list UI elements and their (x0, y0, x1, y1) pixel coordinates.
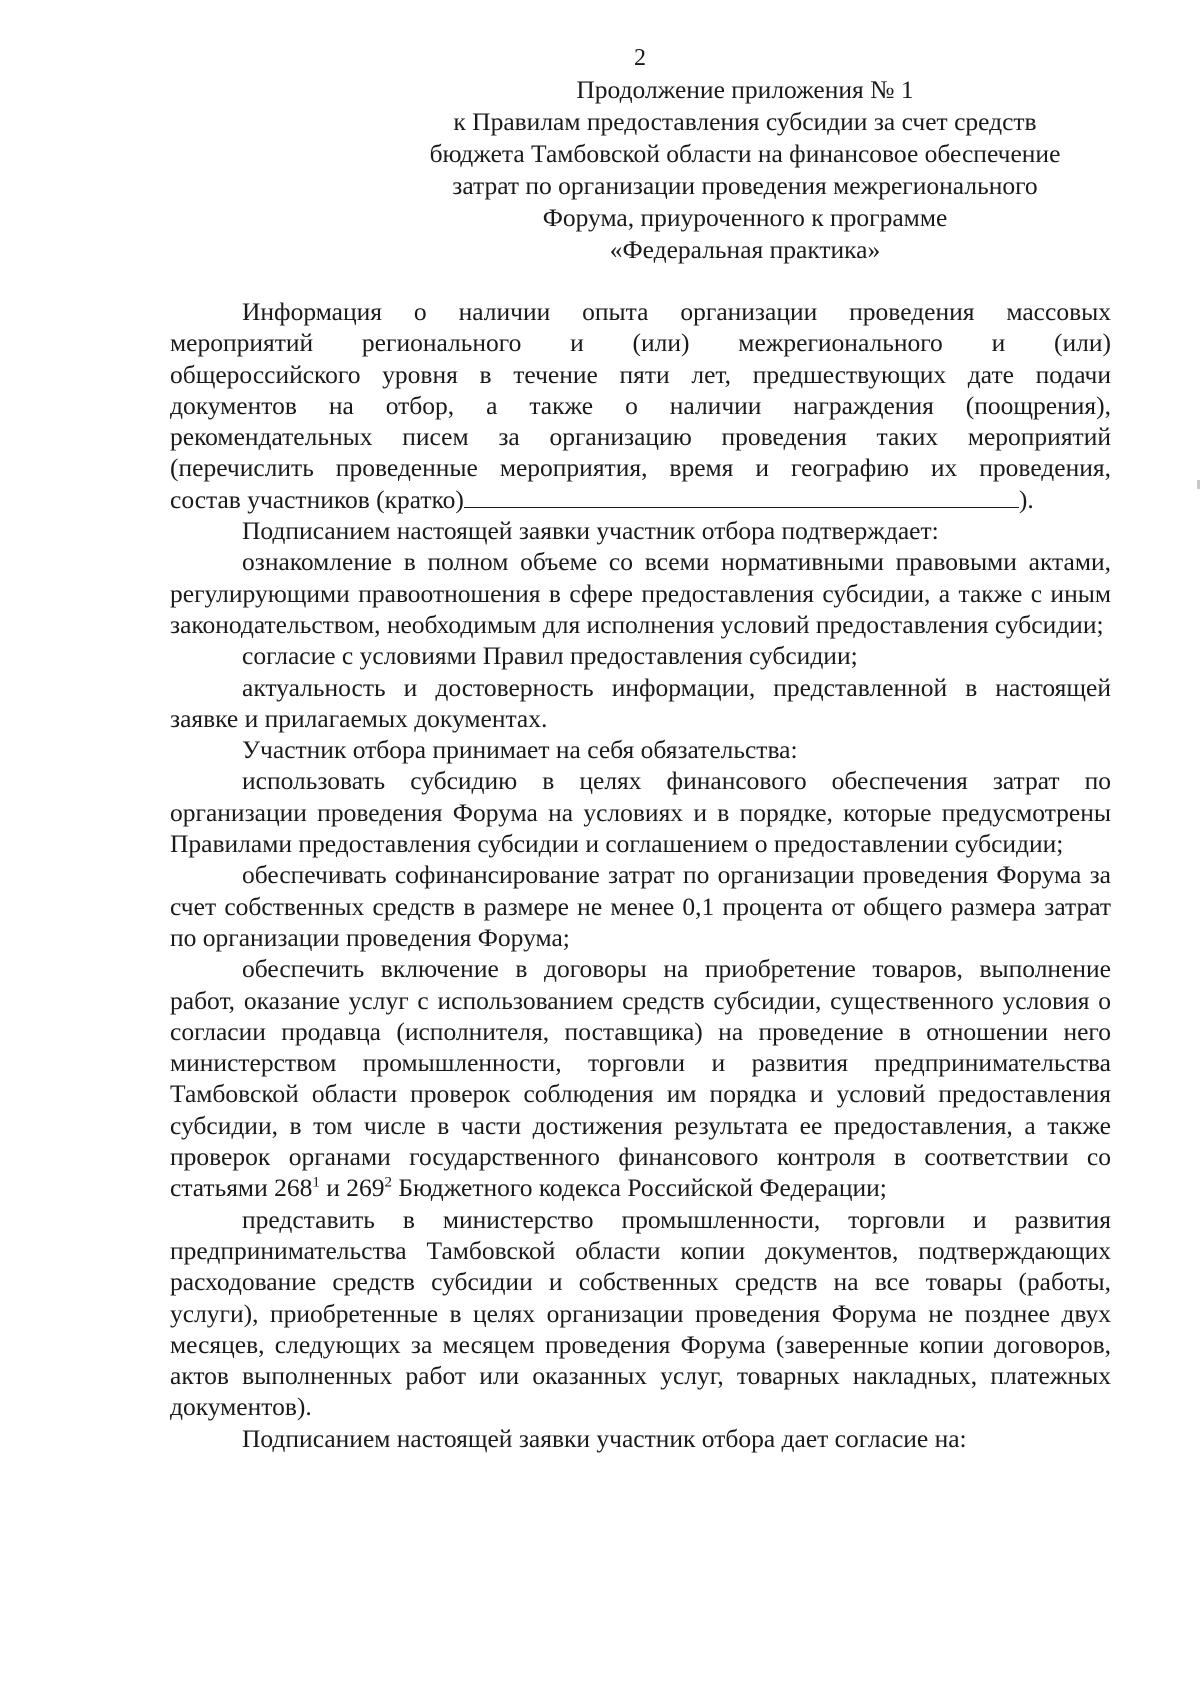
paragraph-line: общероссийского уровня в течение пяти лет, предшествующих дате подачи (170, 359, 1111, 389)
paragraph-submit-documents: представить в министерство промышленности, торговли и развития предпринимательства Тамбовской области копии документов, подтверждающих расходование средств субсидии и собственных средств на все товары (работы, услуги), приобретенные в целях организации проведения Форума не позднее двух месяцев, следующих за месяцем проведения Форума (заверенные копии договоров, актов выполненных работ или оказанных услуг, товарных накладных, платежных документов). (170, 1204, 1111, 1422)
paragraph-familiarization: ознакомление в полном объеме со всеми нормативными правовыми актами, регулирующими правоотношения в сфере предоставления субсидии, а также с иным законодательством, необходимым для исполнения условий предоставления субсидии; (170, 547, 1111, 639)
header-line: Форума, приуроченного к программе (542, 203, 948, 232)
paragraph-line: документов на отбор, а также о наличии награждения (поощрения), (170, 390, 1111, 420)
paragraph-consent-rules: согласие с условиями Правил предоставления субсидии; (242, 641, 858, 671)
paragraph-accuracy: актуальность и достоверность информации, представленной в настоящей заявке и прилагаемых документах. (170, 672, 1111, 733)
paragraph-use-subsidy: использовать субсидию в целях финансового обеспечения затрат по организации проведения Форума на условиях и в порядке, которые предусмотрены Правилами предоставления субсидии и соглашением о предоставлении субсидии; (170, 766, 1111, 859)
superscript: 1 (312, 1174, 320, 1191)
paragraph-experience-info (170, 296, 1111, 515)
page-number: 2 (634, 45, 646, 71)
participants-fill-line[interactable] (464, 485, 1019, 508)
paragraph-text: Бюджетного кодекса Российской Федерации; (392, 1173, 887, 1203)
header-line: к Правилам предоставления субсидии за счет средств (453, 107, 1037, 136)
paragraph-line: (перечислить проведенные мероприятия, время и географию их проведения, (170, 453, 1111, 483)
header-line: затрат по организации проведения межрегионального (452, 171, 1038, 200)
paragraph-contract-inclusion (170, 953, 1111, 1203)
paragraph-cofinancing: обеспечивать софинансирование затрат по организации проведения Форума за счет собственных средств в размере не менее 0,1 процента от общего размера затрат по организации проведения Форума; (170, 860, 1111, 952)
participants-label: состав участников (кратко) (170, 484, 464, 514)
appendix-header (385, 74, 1105, 266)
header-line: Продолжение приложения № 1 (576, 75, 914, 104)
participants-label-end: ). (1018, 484, 1034, 514)
paragraph-text: обеспечить включение в договоры на приобретение товаров, выполнение работ, оказание услуг с использованием средств субсидии, существенного условия о согласии продавца (исполнителя, поставщика) на проведение в отношении него министерством промышленности, торговли и развития предпринимательства Тамбовской области проверок соблюдения им порядка и условий предоставления субсидии, в том числе в части достижения результата ее предоставления, а также проверок органами государственного финансового контроля в соответствии со статьями 268 (170, 954, 1111, 1203)
document-body (170, 296, 1111, 1454)
paragraph-consent: Подписанием настоящей заявки участник отбора дает согласие на: (242, 1423, 967, 1453)
paragraph-text: и 269 (319, 1173, 385, 1203)
header-line: «Федеральная практика» (609, 235, 881, 264)
paragraph-line: мероприятий регионального и (или) межрегионального и (или) (170, 328, 1111, 358)
paragraph-line: рекомендательных писем за организацию проведения таких мероприятий (170, 422, 1111, 452)
paragraph-line (170, 484, 1111, 515)
header-line: бюджета Тамбовской области на финансовое обеспечение (429, 139, 1061, 168)
paragraph-confirms: Подписанием настоящей заявки участник отбора подтверждает: (242, 516, 939, 546)
superscript: 2 (384, 1174, 392, 1191)
paragraph-line: Информация о наличии опыта организации проведения массовых (242, 297, 1111, 326)
paragraph-obligations: Участник отбора принимает на себя обязательства: (242, 735, 798, 765)
